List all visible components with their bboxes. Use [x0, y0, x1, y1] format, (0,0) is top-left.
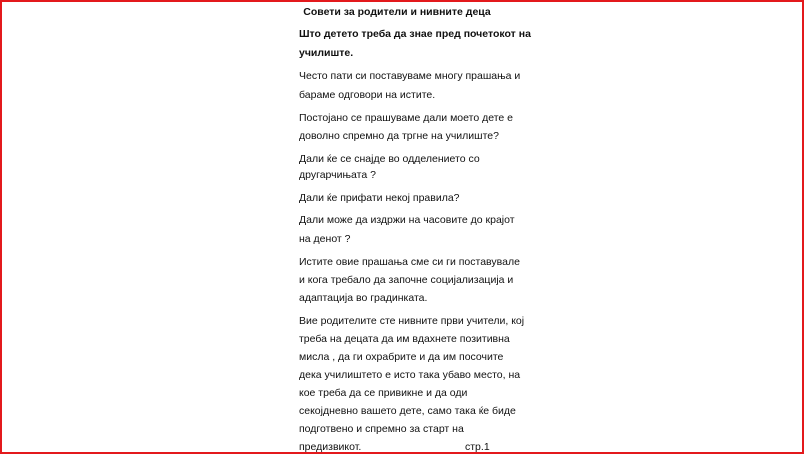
body-line: подготвено и спремно за старт на	[299, 423, 464, 435]
body-line: Дали ќе прифати некој правила?	[299, 192, 460, 204]
body-line: Истите овие прашања сме си ги поставувале	[299, 256, 520, 268]
body-line: Дали може да издржи на часовите до крајот	[299, 214, 515, 226]
body-line: дека училиштето е исто така убаво место, на	[299, 369, 521, 381]
page-number: стр.1	[465, 441, 490, 453]
body-line: кое треба да се привикне и да оди	[299, 387, 468, 399]
body-line: на денот ?	[299, 233, 351, 245]
body-line: предизвикот.	[299, 441, 362, 453]
body-line: Често пати си поставуваме многу прашања и	[299, 70, 521, 82]
body-line: Дали ќе се снајде во одделението со	[299, 153, 480, 165]
body-line: и кога требало да започне социјализација и	[299, 274, 514, 286]
body-line: треба на децата да им вдахнете позитивна	[299, 333, 510, 345]
body-line: секојдневно вашето дете, само така ќе биде	[299, 405, 516, 417]
body-line: другарчињата ?	[299, 169, 376, 181]
body-line: адаптација во градинката.	[299, 292, 428, 304]
body-line: бараме одговори на истите.	[299, 89, 436, 101]
body-line: доволно спремно да тргне на училиште?	[299, 130, 499, 142]
body-line: Постојано се прашуваме дали моето дете е	[299, 112, 513, 124]
section-heading-line-2: училиште.	[299, 47, 354, 59]
document-title: Совети за родители и нивните деца	[303, 6, 491, 18]
section-heading-line-1: Што детето треба да знае пред почетокот на	[299, 28, 531, 40]
body-line: Вие родителите сте нивните први учители, кој	[299, 315, 525, 327]
body-line: мисла , да ги охрабрите и да им посочите	[299, 351, 504, 363]
